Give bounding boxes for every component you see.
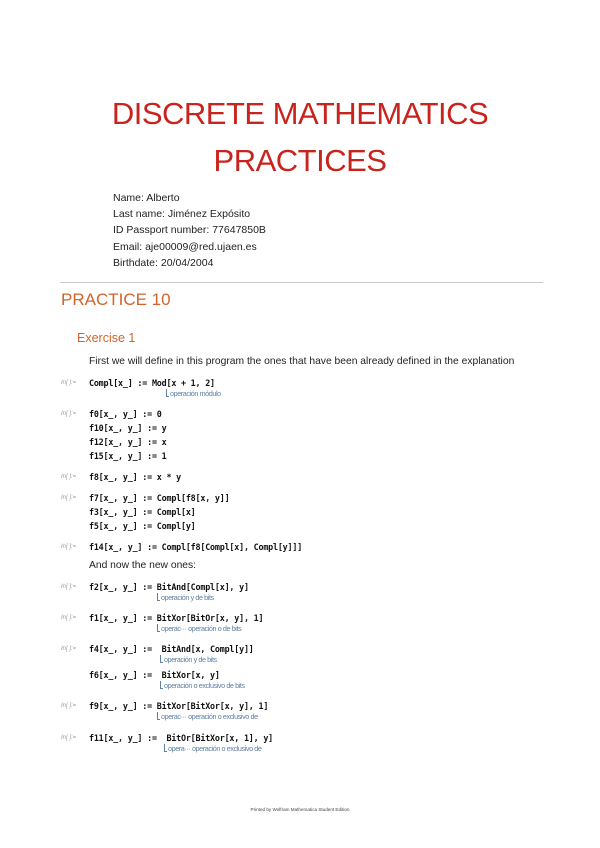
code-line-f10[interactable]: f10[x_, y_] := y	[89, 423, 167, 433]
function-tooltip: opera··· operación o exclusivo de	[164, 744, 261, 753]
document-title-line1: DISCRETE MATHEMATICS	[111, 96, 489, 131]
code-line-f2[interactable]: f2[x_, y_] := BitAnd[Compl[x], y]	[89, 582, 249, 592]
input-label: In[ ]:=	[61, 646, 77, 652]
function-tooltip: operac··· operación o exclusivo de	[157, 712, 258, 721]
input-label: In[ ]:=	[61, 615, 77, 621]
input-label: In[ ]:=	[61, 584, 77, 590]
info-email: Email: aje00009@red.ujaen.es	[113, 240, 257, 253]
author-info	[113, 190, 266, 271]
info-name: Name: Alberto	[113, 192, 180, 204]
print-footer: Printed by Wolfram Mathematica Student Edition	[250, 807, 350, 812]
function-tooltip: operac··· operación o de bits	[157, 624, 241, 633]
document-title-line2: PRACTICES	[213, 143, 387, 178]
function-tooltip: operación y de bits	[160, 655, 217, 664]
subsection-heading: Exercise 1	[77, 331, 136, 345]
input-label: In[ ]:=	[61, 544, 77, 550]
new-ones-text: And now the new ones:	[89, 560, 197, 571]
code-line-f14[interactable]: f14[x_, y_] := Compl[f8[Compl[x], Compl[y]]]	[89, 542, 303, 552]
section-heading: PRACTICE 10	[61, 290, 171, 309]
input-label: In[ ]:=	[61, 411, 77, 417]
code-line-f1[interactable]: f1[x_, y_] := BitXor[BitOr[x, y], 1]	[89, 613, 264, 623]
code-line-f4[interactable]: f4[x_, y_] := BitAnd[x, Compl[y]]	[89, 644, 254, 654]
info-birthdate: Birthdate: 20/04/2004	[113, 256, 214, 269]
input-label: In[ ]:=	[61, 380, 77, 386]
info-id: ID Passport number: 77647850B	[113, 224, 266, 237]
code-line-f12[interactable]: f12[x_, y_] := x	[89, 437, 167, 447]
code-line-f15[interactable]: f15[x_, y_] := 1	[89, 451, 167, 461]
section-divider	[60, 282, 543, 283]
input-label: In[ ]:=	[61, 474, 77, 480]
code-line-f9[interactable]: f9[x_, y_] := BitXor[BitXor[x, y], 1]	[89, 701, 269, 711]
function-tooltip: operación módulo	[166, 389, 221, 398]
input-label: In[ ]:=	[61, 735, 77, 741]
function-tooltip: operación o exclusivo de bits	[160, 681, 245, 690]
function-tooltip: operación y de bits	[157, 593, 214, 602]
code-line-f6[interactable]: f6[x_, y_] := BitXor[x, y]	[89, 670, 220, 680]
input-label: In[ ]:=	[61, 495, 77, 501]
code-line-f7[interactable]: f7[x_, y_] := Compl[f8[x, y]]	[89, 493, 230, 503]
code-line-f11[interactable]: f11[x_, y_] := BitOr[BitXor[x, 1], y]	[89, 733, 274, 743]
input-label: In[ ]:=	[61, 703, 77, 709]
code-line-compl[interactable]: Compl[x_] := Mod[x + 1, 2]	[89, 378, 215, 388]
code-line-f8[interactable]: f8[x_, y_] := x * y	[89, 472, 182, 482]
code-line-f5[interactable]: f5[x_, y_] := Compl[y]	[89, 521, 196, 531]
code-line-f3[interactable]: f3[x_, y_] := Compl[x]	[89, 507, 196, 517]
code-line-f0[interactable]: f0[x_, y_] := 0	[89, 409, 162, 419]
info-last-name: Last name: Jiménez Expósito	[113, 208, 251, 221]
intro-text: First we will define in this program the ones that have been already defined in the explanation	[89, 356, 515, 367]
